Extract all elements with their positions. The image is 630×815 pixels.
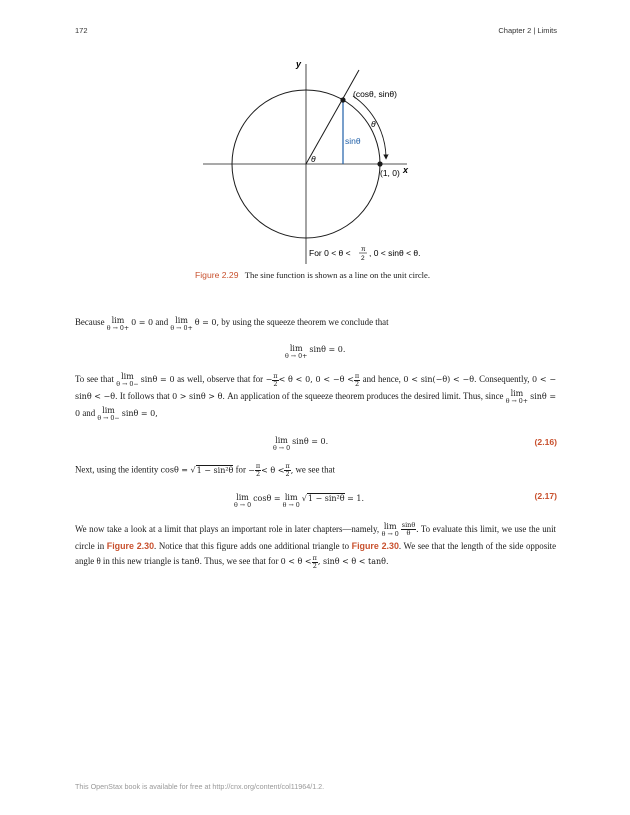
condition-prefix: For 0 < θ < — [309, 248, 351, 258]
condition-frac-den: 2 — [361, 255, 365, 262]
page-number: 172 — [75, 26, 88, 35]
paragraph-unit-circle: We now take a look at a limit that plays an important role in later chapters—namely, lim θ → 0 $\frac{\sin\theta}{\theta}$ . To evaluate this limit, we use the unit circle in Figure 2.30. Notice that this figure adds one additional triangle to Figure 2.30. We see that the length of the side opposite angle θ in this new triangle is tanθ. Thus, we see that for 0 < θ < $\frac{\pi}{2}$ , sinθ < θ < tanθ. — [75, 521, 557, 570]
unit-point-label: (1, 0) — [380, 168, 400, 178]
figure-2-30-link[interactable]: Figure 2.30 — [351, 541, 399, 551]
equation-2-17: lim θ → 0 cosθ = lim θ → 0 √1 − sin²θ = 1. — [234, 493, 365, 509]
condition-frac-num: π — [361, 246, 366, 253]
theta-arc-label: θ — [371, 119, 376, 129]
caption-label: Figure 2.29 — [195, 270, 239, 280]
equation-number-2-16: (2.16) — [534, 437, 557, 447]
footer-note: This OpenStax book is available for free at http://cnx.org/content/col11964/1.2. — [75, 782, 325, 791]
point-label: (cosθ, sinθ) — [353, 89, 397, 99]
condition-suffix: , 0 < sinθ < θ. — [369, 248, 421, 258]
x-axis-label: x — [403, 165, 409, 175]
unit-circle-figure — [195, 52, 425, 267]
paragraph-because: Because lim θ → 0+ 0 = 0 and lim θ → 0+ θ = 0, by using the squeeze theorem we conclude that — [75, 316, 389, 332]
figure-2-30-link[interactable]: Figure 2.30 — [106, 541, 155, 551]
figure-caption — [195, 269, 445, 281]
point-cos-sin — [340, 97, 345, 102]
equation-2-16: lim θ → 0 sinθ = 0. — [273, 436, 329, 452]
paragraph-left-limit: To see that lim θ → 0− sinθ = 0 as well, observe that for − $\frac{\pi}{2}$ < θ < 0, 0 < −θ < $\frac{\pi}{2}$ and hence, 0 < sin(−θ) < −θ. Consequently, 0 < − sinθ < −θ. It follows that 0 > sinθ > θ. An application of the squeeze theorem produces the desired limit. Thus, since lim θ → 0+ sinθ = 0 and lim θ → 0− sinθ = 0, — [75, 371, 557, 422]
angle-ray — [306, 70, 359, 164]
equation-lim-sin-right: lim θ → 0+ sinθ = 0. — [285, 344, 346, 360]
limit-expression: lim θ → 0+ — [170, 316, 193, 332]
point-one-zero — [377, 161, 382, 166]
sin-label: sinθ — [345, 136, 361, 146]
limit-expression: lim θ → 0+ — [106, 316, 130, 332]
paragraph-identity: Next, using the identity cosθ = √1 − sin²θ for − $\frac{\pi}{2}$ < θ < $\frac{\pi}{2}$ , we see that — [75, 462, 335, 478]
origin-angle-label: θ — [311, 154, 316, 164]
equation-number-2-17: (2.17) — [534, 491, 557, 501]
running-header: Chapter 2 | Limits — [498, 26, 557, 35]
y-axis-label: y — [296, 59, 302, 69]
caption-text: The sine function is shown as a line on the unit circle. — [244, 270, 430, 280]
